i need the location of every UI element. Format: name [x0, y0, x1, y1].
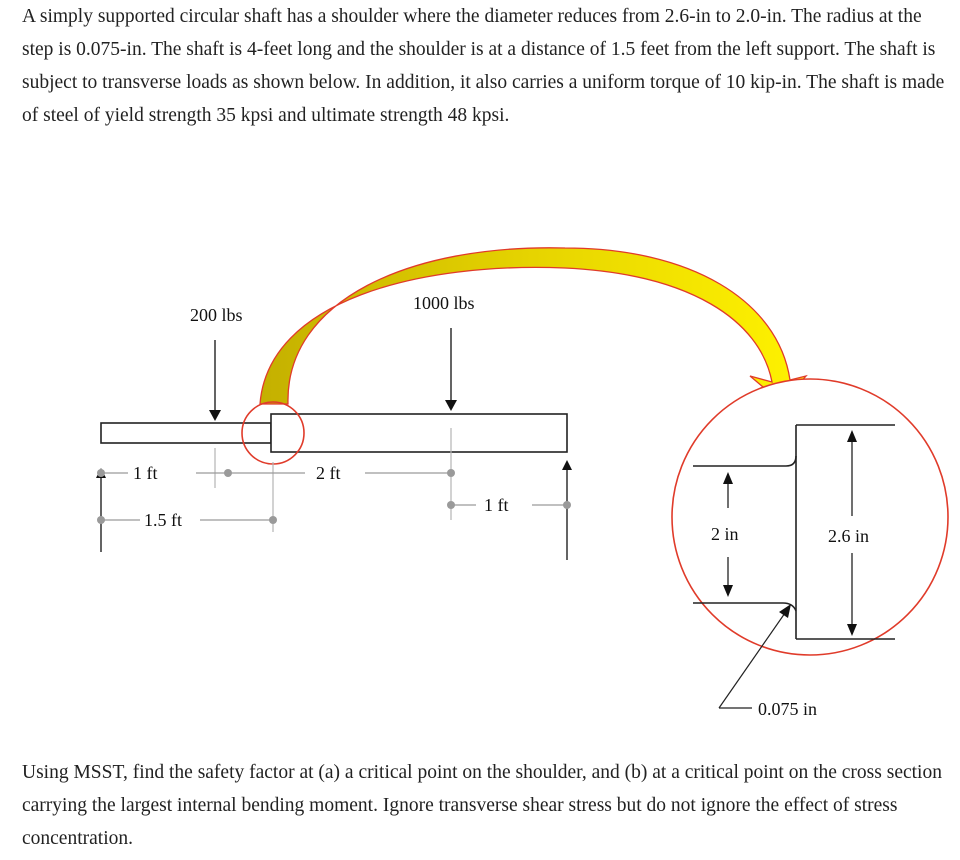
load-1000-arrow [445, 328, 457, 411]
shaft-large-section [271, 414, 567, 452]
detail-2in-label: 2 in [711, 524, 739, 544]
shaft-small-section [101, 423, 271, 443]
load-1000-label: 1000 lbs [413, 293, 475, 313]
left-support [96, 468, 106, 552]
problem-question: Using MSST, find the safety factor at (a) a critical point on the shoulder, and (b) at a critical point on the cross section carrying the largest internal bending moment. Ignore transverse shear stress but do not ignore the effect of stress concentration. [22, 762, 942, 849]
dim-1ft-left: 1 ft [133, 463, 158, 483]
load-200-arrow [209, 340, 221, 421]
detail-2-6in-label: 2.6 in [828, 526, 870, 546]
dim-2ft: 2 ft [316, 463, 341, 483]
right-support [562, 460, 572, 560]
problem-intro: A simply supported circular shaft has a shoulder where the diameter reduces from 2.6-in to 2.0-in. The radius at the step is 0.075-in. The shaft is 4-feet long and the shoulder is at a distance of 1.5 feet from the left support. The shaft is subject to transverse loads as shown below. In addition, it also carries a uniform torque of 10 kip-in. The shaft is made of steel of yield strength 35 kpsi and ultimate strength 48 kpsi. [22, 6, 945, 126]
dim-1-5ft: 1.5 ft [144, 510, 182, 530]
detail-radius-label: 0.075 in [758, 699, 818, 719]
load-200-label: 200 lbs [190, 305, 243, 325]
curved-pointer-arrow [260, 248, 806, 404]
detail-circle [672, 379, 948, 655]
dim-1ft-right: 1 ft [484, 495, 509, 515]
